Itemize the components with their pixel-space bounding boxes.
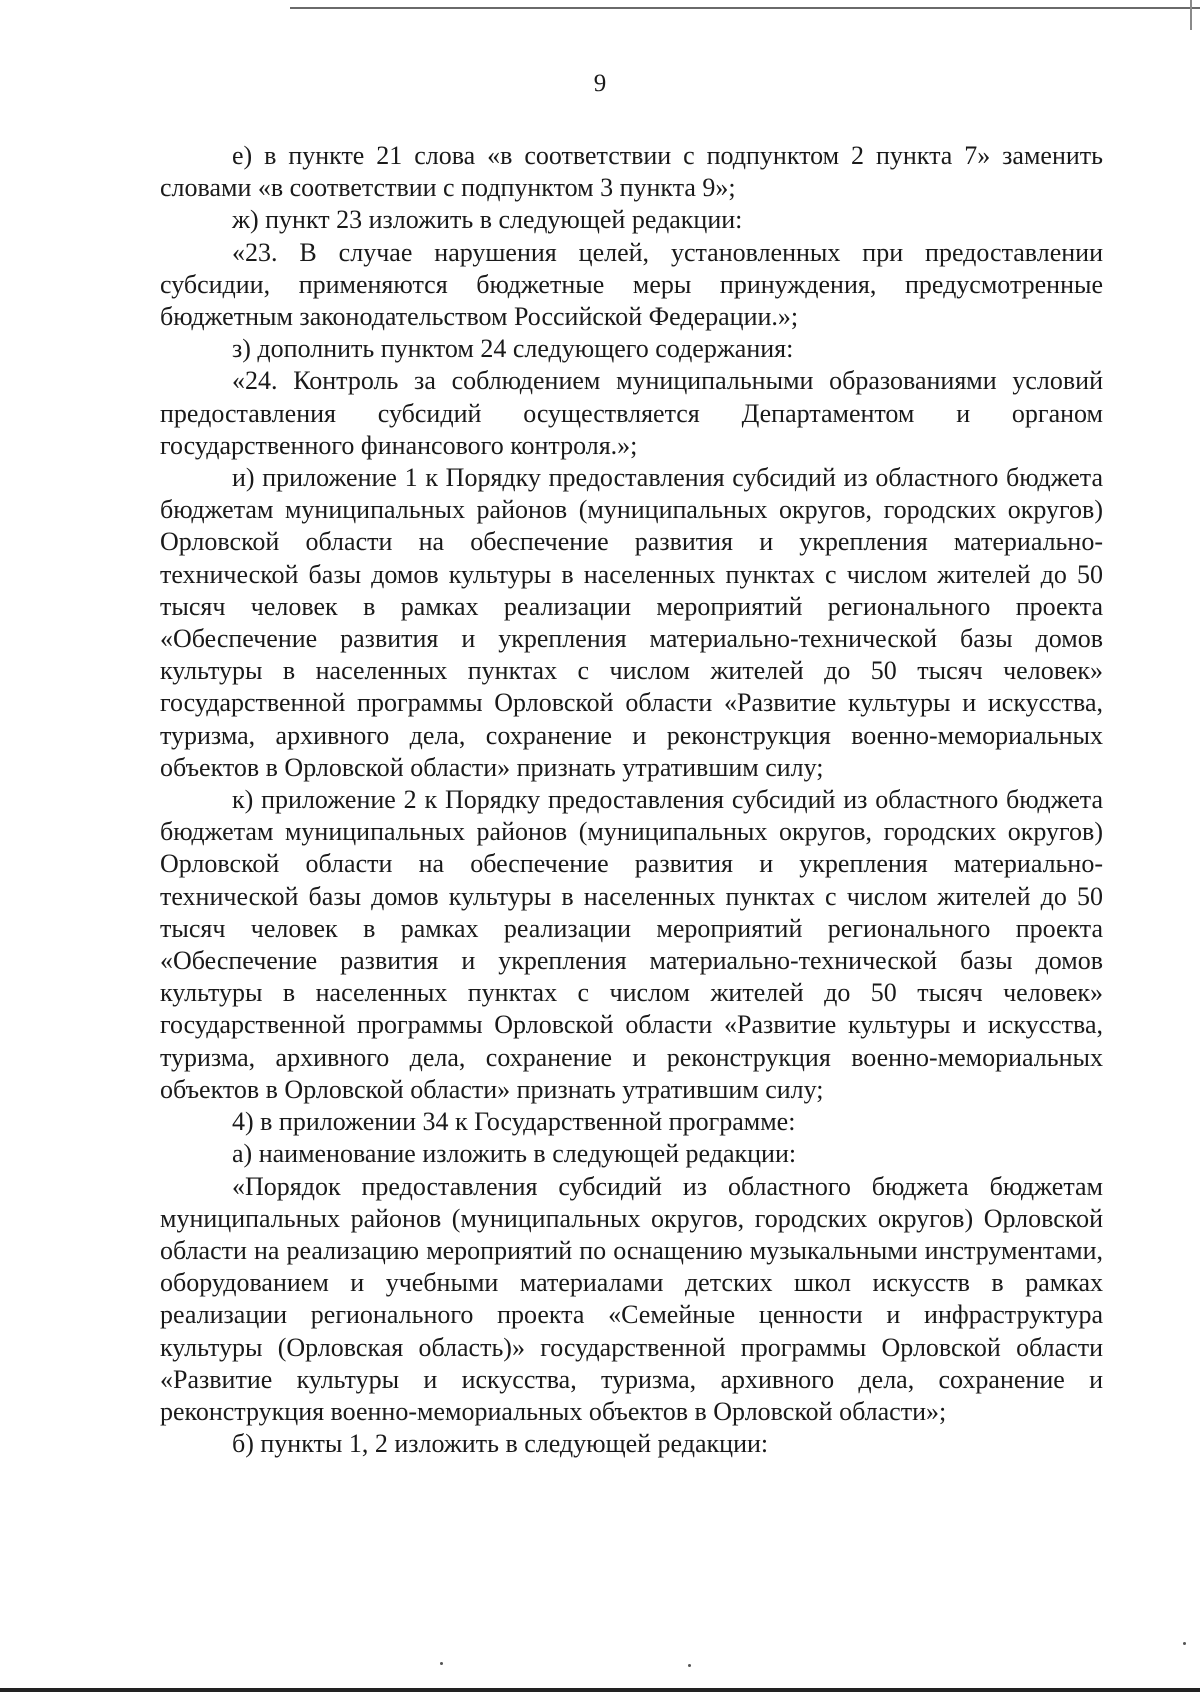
paragraph-23: «23. В случае нарушения целей, установленных при предоставлении субсидии, применяются бюджетные меры принуждения, предусмотренные бюджетным законодательством Российской Федерации.»;: [160, 237, 1103, 332]
paragraph-z: з) дополнить пунктом 24 следующего содержания:: [232, 334, 794, 364]
paragraph-order-title: «Порядок предоставления субсидий из областного бюджета бюджетам муниципальных районов (муниципальных округов, городских округов) Орловской области на реализацию мероприятий по оснащению музыкальными инструментами, оборудованием и учебными материалами детских школ искусств в рамках реализации регионального проекта «Семейные ценности и инфраструктура культуры (Орловская область)» государственной программы Орловской области «Развитие культуры и искусства, туризма, архивного дела, сохранение и реконструкция военно-мемориальных объектов в Орловской области»;: [160, 1171, 1103, 1426]
paragraph-i: и) приложение 1 к Порядку предоставления субсидий из областного бюджета бюджетам муниципальных районов (муниципальных округов, городских округов) Орловской области на обеспечение развития и укрепления материально-технической базы домов культуры в населенных пунктах с числом жителей до 50 тысяч человек в рамках реализации мероприятий регионального проекта «Обеспечение развития и укрепления материально-технической базы домов культуры в населенных пунктах с числом жителей до 50 тысяч человек» государственной программы Орловской области «Развитие культуры и искусства, туризма, архивного дела, сохранение и реконструкция военно-мемориальных объектов в Орловской области» признать утратившим силу;: [160, 463, 1103, 782]
paragraph-k: к) приложение 2 к Порядку предоставления субсидий из областного бюджета бюджетам муниципальных районов (муниципальных округов, городских округов) Орловской области на обеспечение развития и укрепления материально-технической базы домов культуры в населенных пунктах с числом жителей до 50 тысяч человек в рамках реализации мероприятий регионального проекта «Обеспечение развития и укрепления материально-технической базы домов культуры в населенных пунктах с числом жителей до 50 тысяч человек» государственной программы Орловской области «Развитие культуры и искусства, туризма, архивного дела, сохранение и реконструкция военно-мемориальных объектов в Орловской области» признать утратившим силу;: [160, 785, 1103, 1104]
document-body: [160, 140, 1103, 1460]
paragraph-zh: ж) пункт 23 изложить в следующей редакции:: [232, 205, 743, 235]
scan-speck: [440, 1662, 443, 1665]
paragraph-a: а) наименование изложить в следующей редакции:: [232, 1139, 797, 1169]
paragraph-e: е) в пункте 21 слова «в соответствии с подпунктом 2 пункта 7» заменить словами «в соответствии с подпунктом 3 пункта 9»;: [160, 141, 1103, 203]
paragraph-24: «24. Контроль за соблюдением муниципальными образованиями условий предоставления субсидий осуществляется Департаментом и органом государственного финансового контроля.»;: [160, 366, 1103, 460]
scan-right-edge: [1190, 0, 1192, 30]
paragraph-4: 4) в приложении 34 к Государственной программе:: [232, 1107, 796, 1137]
scan-top-border: [290, 7, 1200, 9]
scan-speck: [1183, 1642, 1186, 1645]
page-number: 9: [593, 70, 607, 97]
paragraph-b: б) пункты 1, 2 изложить в следующей редакции:: [232, 1429, 769, 1459]
scan-bottom-border: [0, 1688, 1200, 1692]
scan-speck: [688, 1664, 691, 1667]
